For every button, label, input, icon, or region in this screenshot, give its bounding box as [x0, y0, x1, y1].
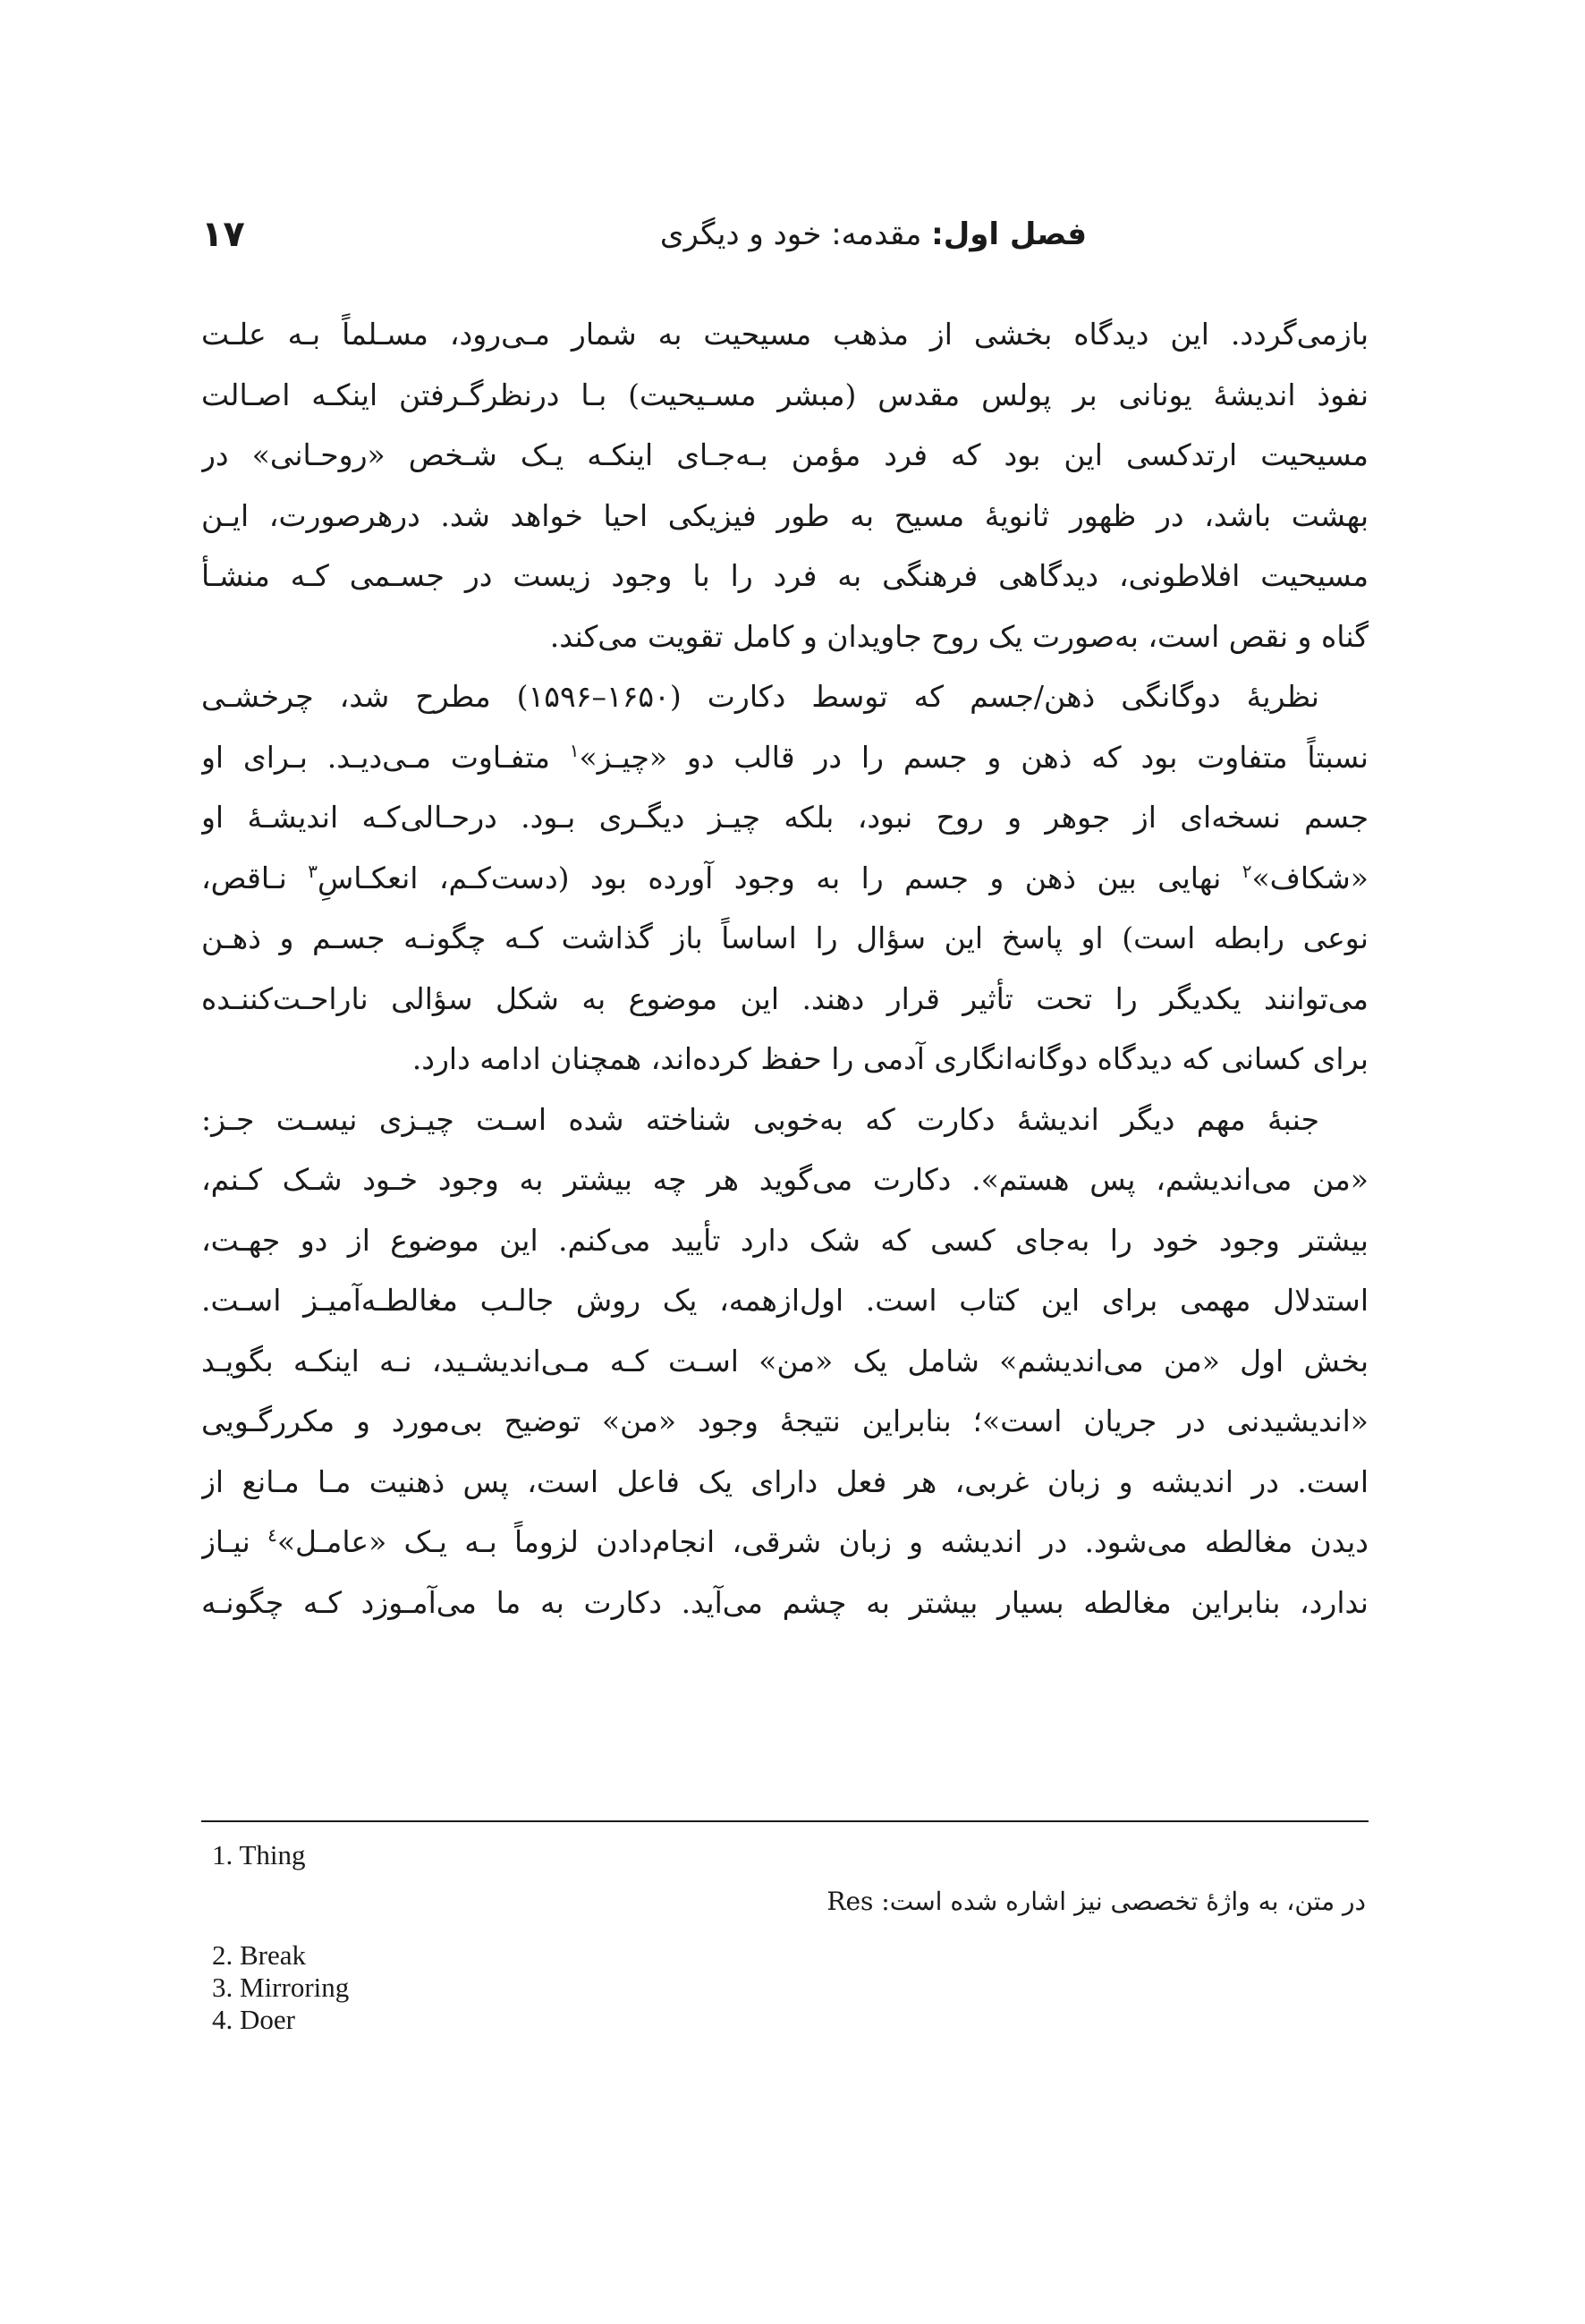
text-line: می‌توانند یکدیگر را تحت تأثیر قرار دهند. این موضوع به شکل سؤالی ناراحـت‌کننـده [201, 980, 1369, 1016]
text-line: نظریهٔ دوگانگی ذهن/جسم که توسط دکارت (۱۶۵۰–۱۵۹۶) مطرح شد، چرخشـی [201, 679, 1319, 714]
footnote-divider [201, 1820, 1369, 1822]
text-line: گناه و نقص است، به‌صورت یک روح جاویدان و کامل تقویت می‌کند. [549, 618, 1369, 654]
footnote-ref-1: ۱ [569, 739, 580, 761]
text-line: «من می‌اندیشم، پس هستم». دکارت می‌گوید هر چه بیشتر به وجود خـود شـک کـنم، [201, 1162, 1369, 1197]
text-line: برای کسانی که دیدگاه دوگانه‌انگاری آدمی را حفظ کرده‌اند، همچنان ادامه دارد. [411, 1041, 1369, 1076]
running-header [201, 208, 1364, 261]
text-segment: نـاقص، [201, 860, 309, 895]
footnote-4: 4. Doer [212, 2004, 295, 2035]
text-line [201, 727, 1369, 788]
footnote-ref-2: ۲ [1242, 860, 1252, 882]
text-line: نفوذ اندیشهٔ یونانی بر پولس مقدس (مبشر مسـیحیت) بـا درنظرگـرفتن اینکـه اصـالت [201, 377, 1369, 412]
footnote-ref-3: ۳ [308, 860, 318, 882]
text-line: مسیحیت ارتدکسی این بود که فرد مؤمن بـه‌جـای اینکـه یـک شـخص «روحـانی» در [201, 437, 1369, 472]
main-text [201, 304, 1369, 1633]
chapter-title [660, 208, 1087, 261]
text-segment: نیـاز [201, 1524, 268, 1559]
footnote-1-note: در متن، به واژهٔ تخصصی نیز اشاره شده است: Res [826, 1887, 1366, 1916]
footnote-2: 2. Break [212, 1939, 307, 1971]
text-line: مسیحیت افلاطونی، دیدگاهی فرهنگی به فرد را با وجود زیست در جسـمی کـه منشـأ [201, 558, 1369, 593]
text-line: بهشت باشد، در ظهور ثانویهٔ مسیح به طور فیزیکی احیا خواهد شد. درهرصورت، ایـن [201, 497, 1369, 533]
text-line: جنبهٔ مهم دیگر اندیشهٔ دکارت که به‌خوبی شناخته شده اسـت چیـزی نیسـت جـز: [201, 1101, 1319, 1137]
text-line: بازمی‌گردد. این دیدگاه بخشی از مذهب مسیحیت به شمار مـی‌رود، مسـلماً بـه علـت [201, 317, 1369, 352]
text-line: بخش اول «من می‌اندیشم» شامل یک «من» اسـت کـه مـی‌اندیشـید، نـه اینکـه بگویـد [201, 1343, 1369, 1378]
text-line: جسم نسخه‌ای از جوهر و روح نبود، بلکه چیـز دیگـری بـود. درحـالی‌کـه اندیشـهٔ او [201, 800, 1369, 835]
text-line: است. در اندیشه و زبان غربی، هر فعل دارای یک فاعل است، پس ذهنیت مـا مـانع از [201, 1463, 1369, 1499]
text-line: «اندیشیدنی در جریان است»؛ بنابراین نتیجهٔ وجود «من» توضیح بی‌مورد و مکررگـویی [201, 1404, 1369, 1438]
footnote-ref-4: ٤ [267, 1524, 277, 1546]
text-segment: متفـاوت مـی‌دیـد. بـرای او [201, 739, 570, 775]
text-segment: دیدن مغالطه می‌شود. در اندیشه و زبان شرقی، انجام‌دادن لزوماً بـه یـک «عامـل» [276, 1524, 1369, 1559]
text-segment: نهایی بین ذهن و جسم را به وجود آورده بود (دست‌کـم، انعکـاسِ [317, 860, 1242, 895]
text-line: نوعی رابطه است) او پاسخ این سؤال را اساساً باز گذاشت کـه چگونـه جسـم و ذهـن [201, 920, 1369, 955]
text-segment: نسبتاً متفاوت بود که ذهن و جسم را در قالب دو «چیـز» [579, 739, 1369, 775]
text-line: ندارد، بنابراین مغالطه بسیار بیشتر به چشم می‌آید. دکارت به ما می‌آمـوزد کـه چگونـه [201, 1584, 1369, 1620]
page-number: ۱۷ [201, 214, 245, 255]
footnote-3: 3. Mirroring [212, 1972, 350, 2003]
text-line: بیشتر وجود خود را به‌جای کسی که شک دارد تأیید می‌کنم. این موضوع از دو جهـت، [201, 1222, 1369, 1258]
text-segment: «شکاف» [1251, 860, 1369, 895]
footnote-1: 1. Thing [212, 1839, 306, 1870]
chapter-subtitle: مقدمه: خود و دیگری [659, 216, 932, 252]
text-line [201, 848, 1369, 909]
text-line: استدلال مهمی برای این کتاب است. اول‌ازهمه، یک روش جالـب مغالطـه‌آمیـز اسـت. [201, 1283, 1369, 1318]
text-line [201, 1512, 1369, 1573]
chapter-label: فصل اول: [931, 216, 1087, 252]
